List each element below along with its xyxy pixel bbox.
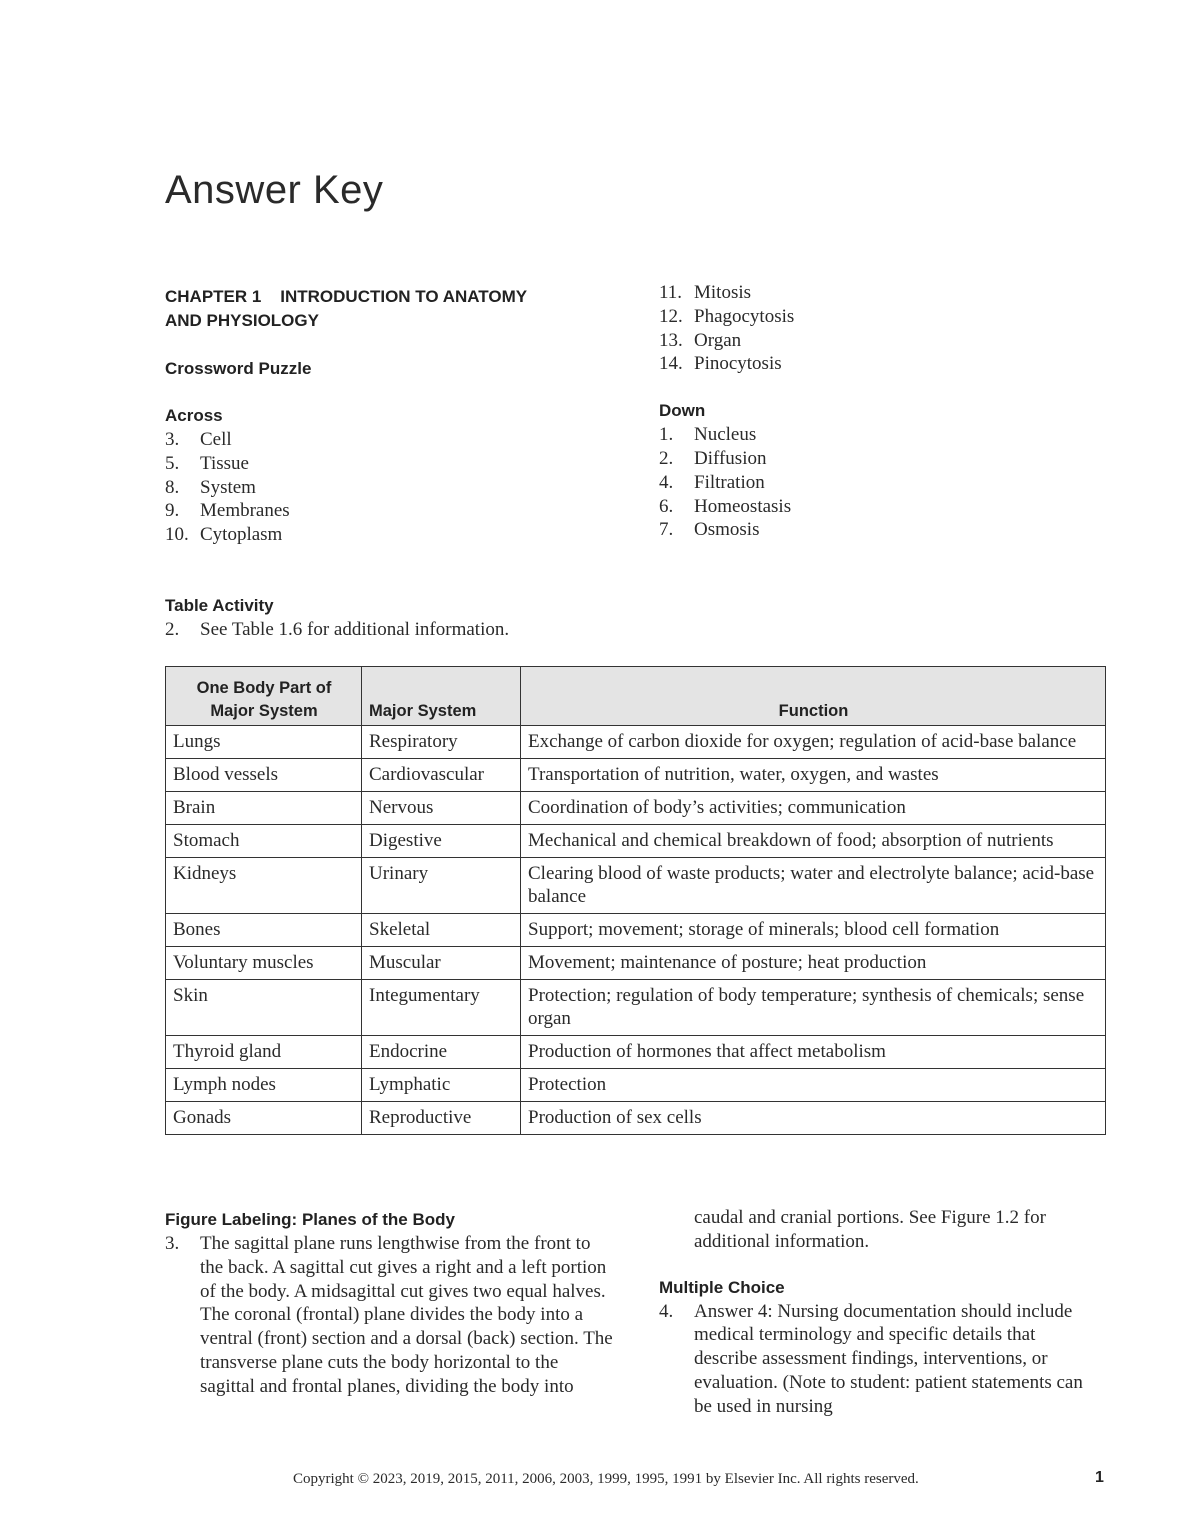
item-word: Organ: [694, 329, 742, 351]
cell-function: Mechanical and chemical breakdown of food; absorption of nutrients: [521, 825, 1106, 858]
table-row: [166, 792, 1106, 825]
item-text: Answer 4: Nursing documentation should include medical terminology and specific details that describe assessment findings, interventions, or evaluation. (Note to student: patient statements can be used in nursing: [694, 1300, 1083, 1417]
cell-body-part: Stomach: [166, 825, 362, 858]
item-number: 11.: [659, 282, 683, 303]
chapter-label: CHAPTER 1: [165, 287, 262, 306]
cell-body-part: Brain: [166, 792, 362, 825]
item-number: 5.: [165, 452, 180, 474]
body-systems-table: [165, 666, 1106, 1135]
header-line: One Body Part of: [196, 679, 332, 697]
across-list-continued: [659, 281, 1099, 376]
cell-system: Skeletal: [362, 914, 521, 947]
item-number: 13.: [659, 329, 683, 351]
cell-function: Clearing blood of waste products; water and electrolyte balance; acid-base balance: [521, 858, 1106, 914]
item-word: Filtration: [694, 471, 765, 493]
page-number: 1: [1095, 1469, 1104, 1486]
table-row: [166, 858, 1106, 914]
list-item: [659, 305, 1099, 329]
list-item: [659, 329, 1099, 353]
item-word: Cytoplasm: [200, 524, 283, 546]
item-word: Phagocytosis: [694, 305, 795, 327]
cell-function: Transportation of nutrition, water, oxygen, and wastes: [521, 759, 1106, 792]
item-word: Diffusion: [694, 447, 767, 469]
cell-system: Reproductive: [362, 1102, 521, 1135]
chapter-heading: [165, 285, 625, 333]
table-row: [166, 1102, 1106, 1135]
across-heading: Across: [165, 406, 223, 425]
cell-body-part: Gonads: [166, 1102, 362, 1135]
column-header-function: Function: [521, 667, 1106, 726]
item-word: System: [200, 476, 256, 498]
item-number: 9.: [165, 500, 180, 522]
item-number: 3.: [165, 429, 180, 450]
right-column-bottom: [659, 1206, 1099, 1419]
item-word: Osmosis: [694, 519, 760, 541]
cell-function: Coordination of body’s activities; communication: [521, 792, 1106, 825]
list-item: [165, 428, 625, 452]
figure-labeling-section: [165, 1208, 615, 1399]
down-list: [659, 423, 1099, 542]
list-item: [659, 518, 1099, 542]
table-activity-heading: Table Activity: [165, 596, 274, 615]
list-item: [165, 452, 625, 476]
item-number: 12.: [659, 305, 683, 327]
cell-body-part: Thyroid gland: [166, 1036, 362, 1069]
table-header-row: [166, 667, 1106, 726]
list-item: [165, 499, 625, 523]
list-item: [659, 447, 1099, 471]
list-item: [659, 352, 1099, 376]
cell-function: Exchange of carbon dioxide for oxygen; regulation of acid-base balance: [521, 726, 1106, 759]
item-number: 7.: [659, 519, 674, 541]
page-title: Answer Key: [165, 168, 384, 212]
item-number: 2.: [659, 447, 674, 469]
figure-labeling-item: [165, 1232, 615, 1399]
cell-function: Movement; maintenance of posture; heat production: [521, 947, 1106, 980]
cell-body-part: Skin: [166, 980, 362, 1036]
cell-body-part: Voluntary muscles: [166, 947, 362, 980]
cell-body-part: Blood vessels: [166, 759, 362, 792]
cell-body-part: Lungs: [166, 726, 362, 759]
item-word: Mitosis: [694, 282, 752, 303]
item-word: Cell: [200, 429, 232, 450]
item-word: Membranes: [200, 500, 290, 522]
item-word: Nucleus: [694, 424, 757, 446]
figure-labeling-heading: Figure Labeling: Planes of the Body: [165, 1210, 455, 1229]
list-item: [659, 495, 1099, 519]
table-row: [166, 914, 1106, 947]
across-list: [165, 428, 625, 547]
item-number: 1.: [659, 424, 674, 446]
chapter-title-line2: AND PHYSIOLOGY: [165, 311, 319, 330]
item-number: 6.: [659, 495, 674, 517]
item-text: See Table 1.6 for additional information.: [200, 619, 510, 640]
item-number: 2.: [165, 619, 180, 640]
item-number: 4.: [659, 471, 674, 493]
table-row: [166, 825, 1106, 858]
figure-labeling-continued: caudal and cranial portions. See Figure 1.2 for additional information.: [694, 1207, 1046, 1252]
header-line: Major System: [210, 702, 318, 720]
cell-function: Production of hormones that affect metabolism: [521, 1036, 1106, 1069]
footer-copyright: Copyright © 2023, 2019, 2015, 2011, 2006, 2003, 1999, 1995, 1991 by Elsevier Inc. All rights reserved.: [293, 1471, 919, 1487]
item-word: Pinocytosis: [694, 353, 782, 375]
table-row: [166, 980, 1106, 1036]
cell-system: Integumentary: [362, 980, 521, 1036]
item-number: 8.: [165, 476, 180, 498]
item-word: Tissue: [200, 452, 249, 474]
item-number: 3.: [165, 1233, 180, 1254]
table-row: [166, 1069, 1106, 1102]
table-activity-section: [165, 594, 865, 642]
list-item: [659, 423, 1099, 447]
item-word: Homeostasis: [694, 495, 792, 517]
right-column-top: [659, 281, 1099, 542]
table-row: [166, 759, 1106, 792]
chapter-title-line1: INTRODUCTION TO ANATOMY: [280, 287, 528, 306]
cell-system: Muscular: [362, 947, 521, 980]
left-column-top: [165, 285, 625, 547]
down-heading: Down: [659, 401, 706, 421]
crossword-heading: Crossword Puzzle: [165, 359, 312, 378]
cell-function: Support; movement; storage of minerals; blood cell formation: [521, 914, 1106, 947]
item-text: The sagittal plane runs lengthwise from the front to the back. A sagittal cut gives a right and a left portion of the body. A midsagittal cut gives two equal halves. The coronal (frontal) plane divides the body into a ventral (front) section and a dorsal (back) section. The transverse plane cuts the body horizontal to the sagittal and frontal planes, dividing the body into: [200, 1233, 613, 1397]
cell-system: Cardiovascular: [362, 759, 521, 792]
multiple-choice-item: [659, 1300, 1099, 1419]
cell-system: Endocrine: [362, 1036, 521, 1069]
cell-system: Lymphatic: [362, 1069, 521, 1102]
list-item: [165, 476, 625, 500]
column-header-body-part: [166, 667, 362, 726]
column-header-major-system: Major System: [362, 667, 521, 726]
list-item: [659, 471, 1099, 495]
item-number: 14.: [659, 353, 683, 375]
list-item: [165, 523, 625, 547]
cell-system: Nervous: [362, 792, 521, 825]
cell-body-part: Lymph nodes: [166, 1069, 362, 1102]
table-activity-item: [165, 618, 865, 642]
table-row: [166, 726, 1106, 759]
cell-system: Respiratory: [362, 726, 521, 759]
table-row: [166, 947, 1106, 980]
cell-system: Urinary: [362, 858, 521, 914]
cell-function: Production of sex cells: [521, 1102, 1106, 1135]
cell-system: Digestive: [362, 825, 521, 858]
list-item: [659, 281, 1099, 305]
item-number: 4.: [659, 1300, 674, 1322]
multiple-choice-heading: Multiple Choice: [659, 1277, 785, 1297]
cell-body-part: Kidneys: [166, 858, 362, 914]
table-row: [166, 1036, 1106, 1069]
item-number: 10.: [165, 524, 189, 546]
cell-body-part: Bones: [166, 914, 362, 947]
cell-function: Protection; regulation of body temperature; synthesis of chemicals; sense organ: [521, 980, 1106, 1036]
cell-function: Protection: [521, 1069, 1106, 1102]
